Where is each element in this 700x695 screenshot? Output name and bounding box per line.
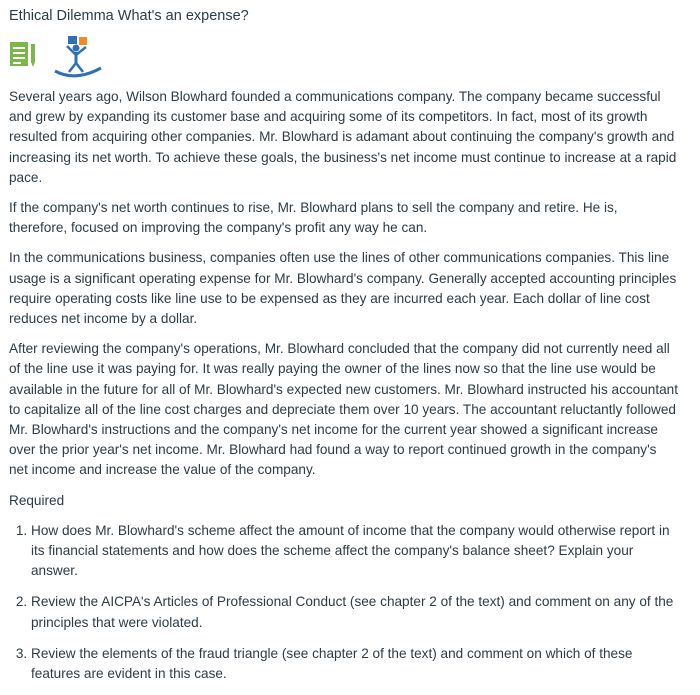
paragraph: In the communications business, companies often use the lines of other communications companies. This line usage is a significant operating expense for Mr. Blowhard's company. Generally accepted accounting principles require operating costs like line use to be expensed as they are incurred each year. Each dollar of line cost reduces net income by a dollar. — [9, 250, 677, 327]
paragraph: After reviewing the company's operations, Mr. Blowhard concluded that the company did not currently need all of the line use it was paying for. It was really paying the owner of the lines now so that the line use would be available in the future for all of Mr. Blowhard's expected new customers. Mr. Blowhard instructed his accountant to capitalize all of the line cost charges and depreciate them over 10 years. The accountant reluctantly followed Mr. Blowhard's instructions and the company's net income for the current year showed a significant increase over the prior year's net income. Mr. Blowhard had found a way to report continued growth in the company's net income and increase the value of the company. — [9, 341, 679, 478]
icon-row — [9, 36, 109, 82]
paragraph: If the company's net worth continues to rise, Mr. Blowhard plans to sell the company and retire. He is, therefore, focused on improving the company's profit any way he can. — [9, 200, 618, 236]
question-item: 1. How does Mr. Blowhard's scheme affect the amount of income that the company would otherwise report in its financial statements and how does the scheme affect the company's balance sheet? Explain your answer. — [31, 521, 679, 582]
question-item: 2. Review the AICPA's Articles of Professional Conduct (see chapter 2 of the text) and comment on any of the principles that were violated. — [31, 592, 679, 632]
ethics-figure-icon — [55, 36, 101, 76]
article-body — [9, 87, 679, 695]
question-list — [9, 521, 679, 684]
page-title: Ethical Dilemma What's an expense? — [9, 8, 249, 24]
paragraph: Several years ago, Wilson Blowhard founded a communications company. The company became successful and grew by expanding its customer base and acquiring some of its competitors. In fact, most of its growth resulted from acquiring other companies. Mr. Blowhard is adamant about continuing the company's growth and increasing its net worth. To achieve these goals, the business's net income must continue to increase at a rapid pace. — [9, 89, 677, 185]
document-pencil-icon — [10, 42, 35, 67]
required-heading: Required — [9, 492, 65, 508]
question-item: 3. Review the elements of the fraud triangle (see chapter 2 of the text) and comment on which of these features are evident in this case. — [31, 644, 679, 684]
